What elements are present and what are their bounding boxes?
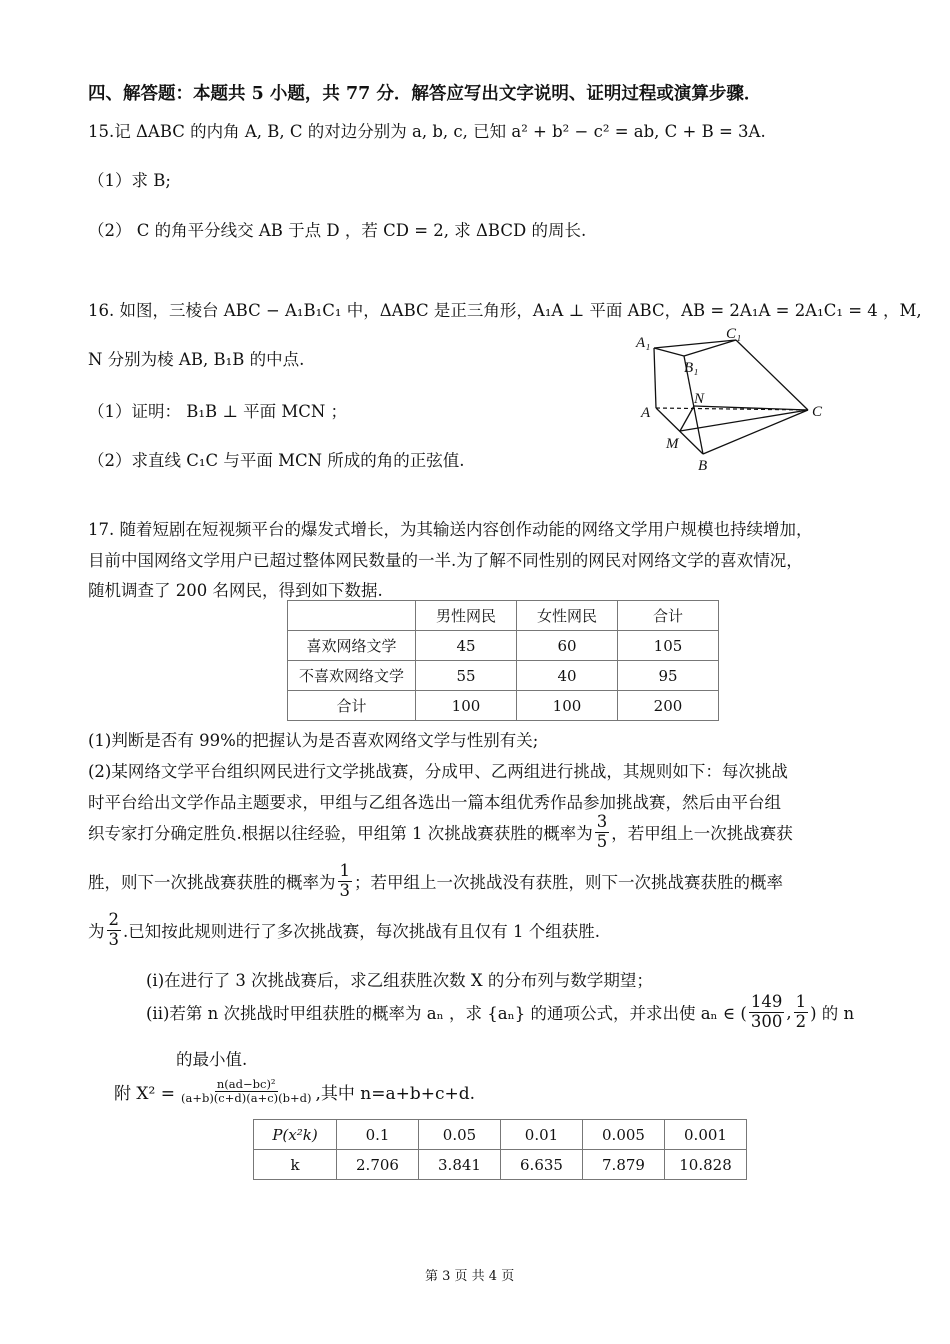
- page-footer: 第 3 页 共 4 页: [425, 1269, 515, 1284]
- formula-suffix: ,其中 n=a+b+c+d.: [315, 1084, 476, 1105]
- label-b: B: [698, 458, 708, 474]
- comma: ,: [786, 1002, 792, 1022]
- table-cell: 40: [517, 661, 618, 691]
- table-cell: k: [254, 1150, 337, 1180]
- q17-p2-l2: 时平台给出文学作品主题要求，甲组与乙组各选出一篇本组优秀作品参加挑战赛，然后由平台组: [88, 793, 781, 812]
- label-a1: A₁: [636, 335, 651, 351]
- survey-table: [287, 600, 719, 721]
- table-cell: 200: [618, 691, 719, 721]
- frac-num: 1: [795, 992, 807, 1011]
- fraction-149-300: [749, 993, 785, 1032]
- q17-line1: 17. 随着短剧在短视频平台的爆发式增长，为其输送内容创作动能的网络文学用户规模也持续增加，: [88, 520, 813, 539]
- frustum-figure: [628, 322, 838, 474]
- table-cell: 喜欢网络文学: [288, 631, 416, 661]
- table-cell: 6.635: [501, 1150, 583, 1180]
- text-segment: 胜，则下一次挑战赛获胜的概率为: [88, 873, 336, 893]
- frac-den: 300: [750, 1011, 783, 1031]
- text-segment: ) 的 n: [810, 1004, 855, 1024]
- section-header: 四、解答题：本题共 5 小题，共 77 分．解答应写出文字说明、证明过程或演算步骤．: [88, 84, 762, 104]
- q16-part2: （2）求直线 C₁C 与平面 MCN 所成的角的正弦值.: [88, 451, 465, 470]
- table-cell: 10.828: [665, 1150, 747, 1180]
- q15-stem: 15.记 ΔABC 的内角 A, B, C 的对边分别为 a, b, c, 已知 a² + b² − c² = ab, C + B = 3A.: [88, 122, 766, 141]
- table-cell: 0.001: [665, 1120, 747, 1150]
- chi-square-formula: [114, 1078, 475, 1105]
- table-cell: 95: [618, 661, 719, 691]
- table-cell: 0.005: [583, 1120, 665, 1150]
- label-n: N: [694, 391, 705, 407]
- q16-stem: 16. 如图，三棱台 ABC − A₁B₁C₁ 中，ΔABC 是正三角形，A₁A ⊥ 平面 ABC，AB = 2A₁A = 2A₁C₁ = 4 ，M,: [88, 301, 922, 320]
- label-m: M: [666, 436, 679, 452]
- fraction-1-2: [794, 993, 809, 1032]
- table-cell: 0.1: [337, 1120, 419, 1150]
- table-row: [288, 691, 719, 721]
- fraction-1-3: [338, 862, 353, 901]
- table-cell: 男性网民: [416, 601, 517, 631]
- text-segment: (ii)若第 n 次挑战时甲组获胜的概率为 aₙ ，求 {aₙ} 的通项公式，并求出使 aₙ ∈ (: [146, 1004, 747, 1024]
- q15-part2: （2） C 的角平分线交 AB 于点 D ，若 CD = 2, 求 ΔBCD 的周长.: [88, 221, 587, 240]
- frac-den: 3: [339, 880, 350, 900]
- fraction-3-5: [595, 813, 610, 852]
- q15-part1: （1）求 B;: [88, 171, 171, 190]
- table-row: [288, 631, 719, 661]
- table-cell: 60: [517, 631, 618, 661]
- table-cell: 100: [517, 691, 618, 721]
- fraction-2-3: [107, 911, 122, 950]
- edge-a1-a: [654, 348, 656, 408]
- text-segment: .已知按此规则进行了多次挑战赛，每次挑战有且仅有 1 个组获胜.: [123, 922, 600, 942]
- table-cell: 105: [618, 631, 719, 661]
- table-cell: P(x²k): [254, 1120, 337, 1150]
- frac-num: 1: [339, 861, 350, 880]
- table-row: [288, 601, 719, 631]
- table-row: [254, 1120, 747, 1150]
- table-cell: 不喜欢网络文学: [288, 661, 416, 691]
- text-segment: 织专家打分确定胜负.根据以往经验，甲组第 1 次挑战赛获胜的概率为: [88, 824, 593, 844]
- q16-stem2: N 分别为棱 AB, B₁B 的中点.: [88, 350, 305, 369]
- frac-den: (a+b)(c+d)(a+c)(b+d): [180, 1091, 312, 1106]
- q17-p2-l5: [88, 911, 600, 950]
- table-cell: 女性网民: [517, 601, 618, 631]
- table-cell: 合计: [288, 691, 416, 721]
- frac-num: n(ad−bc)²: [216, 1077, 276, 1091]
- text-segment: 为: [88, 922, 105, 942]
- q16-part1: （1）证明： B₁B ⊥ 平面 MCN ；: [88, 402, 348, 421]
- q17-p2-l4: [88, 862, 783, 901]
- critical-value-table: [253, 1119, 747, 1180]
- label-b1: B₁: [684, 360, 699, 376]
- q17-sub-i: (i)在进行了 3 次挑战赛后，求乙组获胜次数 X 的分布列与数学期望；: [146, 971, 653, 990]
- table-cell: 0.05: [419, 1120, 501, 1150]
- table-cell: 55: [416, 661, 517, 691]
- q17-sub-ii-tail: 的最小值.: [176, 1050, 248, 1069]
- table-cell: 合计: [618, 601, 719, 631]
- frac-den: 3: [108, 929, 119, 949]
- formula-prefix: 附 X² =: [114, 1084, 175, 1105]
- table-row: [254, 1150, 747, 1180]
- table-cell: 45: [416, 631, 517, 661]
- table-cell: 100: [416, 691, 517, 721]
- label-a: A: [641, 405, 651, 421]
- table-cell: 3.841: [419, 1150, 501, 1180]
- table-cell: 2.706: [337, 1150, 419, 1180]
- frac-den: 2: [795, 1011, 807, 1031]
- frac-den: 5: [596, 831, 608, 851]
- q17-line2: 目前中国网络文学用户已超过整体网民数量的一半.为了解不同性别的网民对网络文学的喜欢情况，: [88, 551, 803, 570]
- q17-p1: (1)判断是否有 99%的把握认为是否喜欢网络文学与性别有关;: [88, 731, 539, 750]
- frac-num: 149: [750, 992, 783, 1011]
- q17-p2-l3: [88, 813, 793, 852]
- label-c: C: [812, 404, 823, 420]
- label-c1: C₁: [726, 326, 742, 342]
- table-cell: [288, 601, 416, 631]
- text-segment: ；若甲组上一次挑战没有获胜，则下一次挑战赛获胜的概率: [354, 873, 783, 893]
- frac-num: 3: [596, 812, 608, 831]
- text-segment: ，若甲组上一次挑战赛获: [611, 824, 793, 844]
- q17-sub-ii: [146, 993, 854, 1032]
- q17-p2-l1: (2)某网络文学平台组织网民进行文学挑战赛，分成甲、乙两组进行挑战，其规则如下：每次挑战: [88, 762, 788, 781]
- table-row: [288, 661, 719, 691]
- q17-line3: 随机调查了 200 名网民，得到如下数据.: [88, 581, 383, 600]
- formula-fraction: [179, 1078, 313, 1105]
- frac-num: 2: [108, 910, 119, 929]
- table-cell: 7.879: [583, 1150, 665, 1180]
- table-cell: 0.01: [501, 1120, 583, 1150]
